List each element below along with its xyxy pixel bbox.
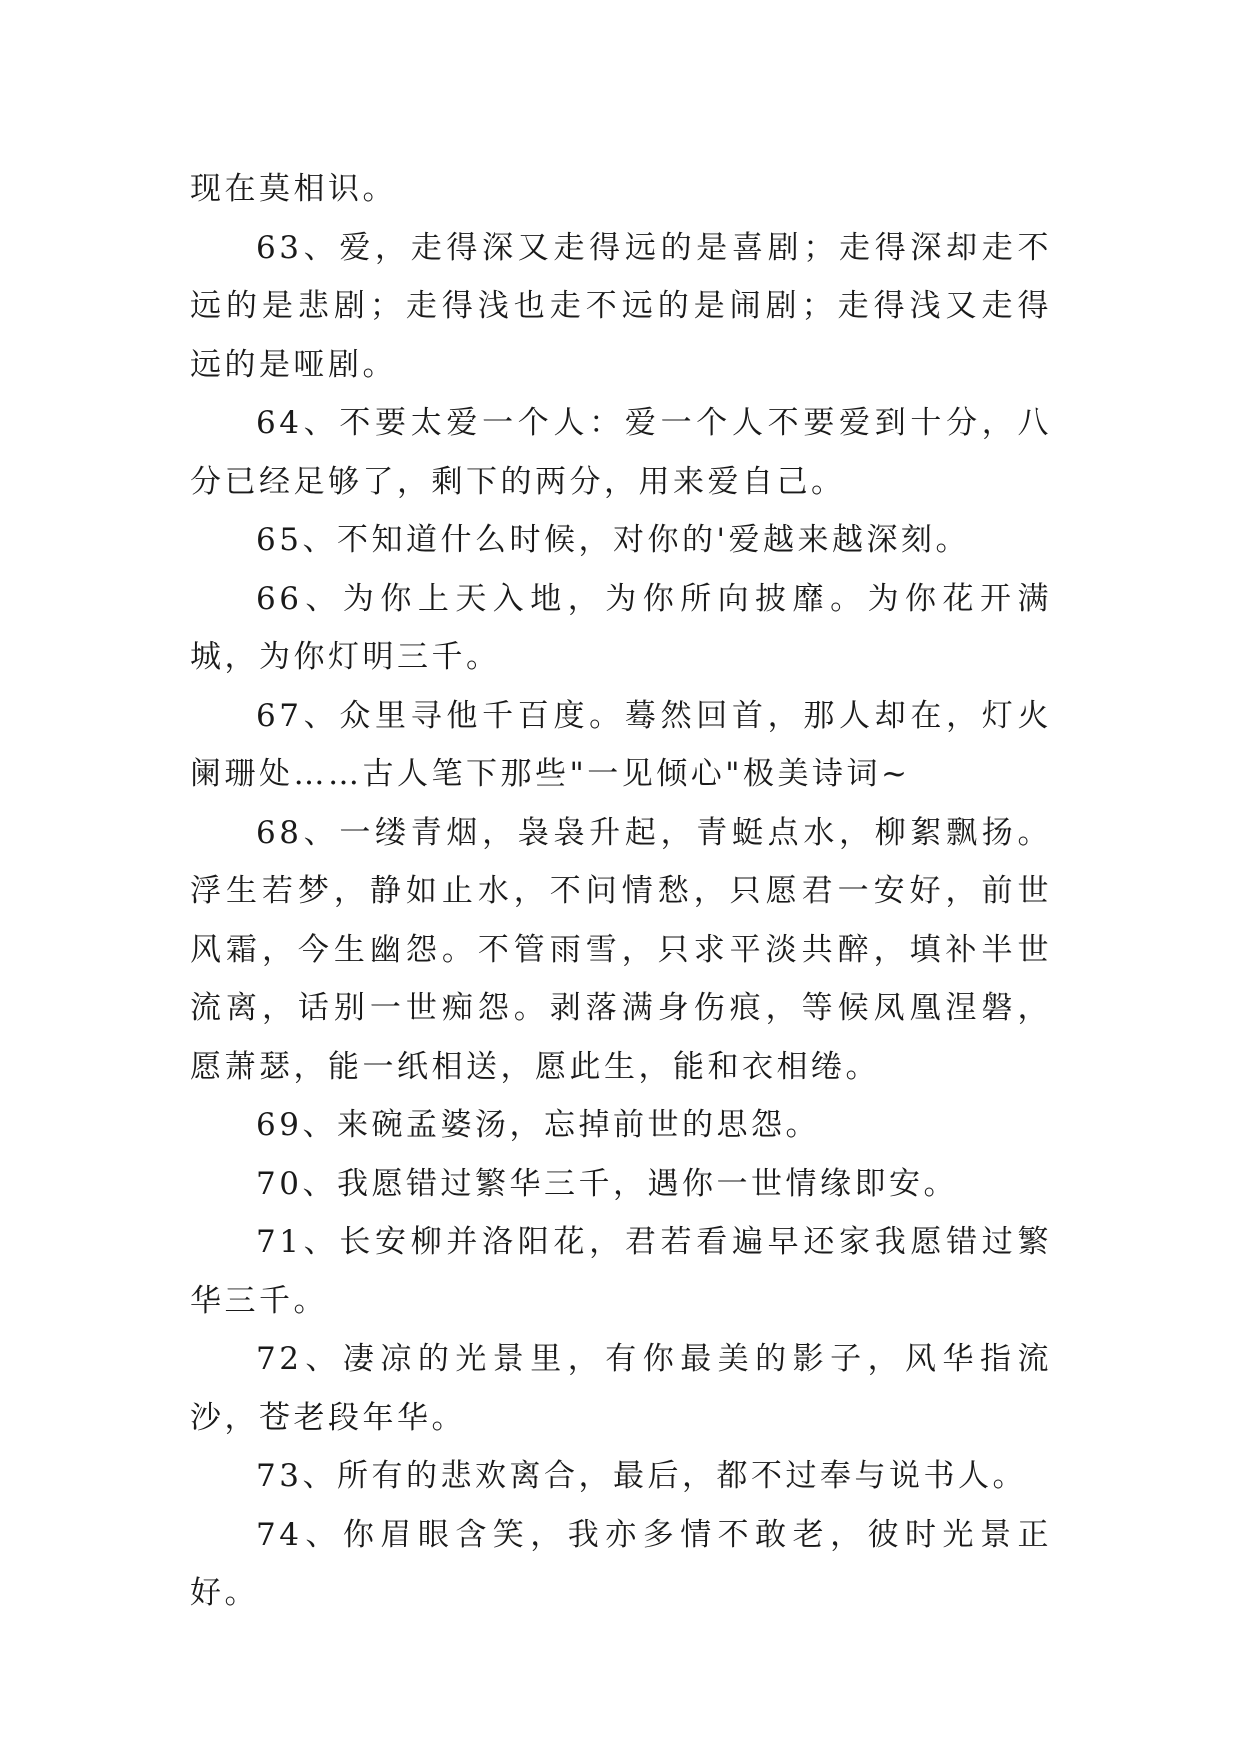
paragraph-64: 64、不要太爱一个人：爱一个人不要爱到十分，八分已经足够了，剩下的两分，用来爱自己。 [190,405,1052,500]
paragraph-69: 69、来碗孟婆汤，忘掉前世的思怨。 [256,1107,820,1143]
paragraph-70: 70、我愿错过繁华三千，遇你一世情缘即安。 [256,1165,958,1202]
paragraph-continuation: 现在莫相识。 [190,171,397,207]
paragraph-66: 66、为你上天入地，为你所向披靡。为你花开满城，为你灯明三千。 [190,580,1052,675]
paragraph-73: 73、所有的悲欢离合，最后，都不过奉与说书人。 [256,1458,1027,1494]
paragraph-67: 67、众里寻他千百度。蓦然回首，那人却在，灯火阑珊处……古人笔下那些"一见倾心"极美诗词~ [190,697,1052,792]
paragraph-71: 71、长安柳并洛阳花，君若看遍早还家我愿错过繁华三千。 [190,1224,1052,1319]
paragraph-65: 65、不知道什么时候，对你的'爱越来越深刻。 [256,522,970,558]
paragraph-74: 74、你眉眼含笑，我亦多情不敢老，彼时光景正好。 [190,1516,1052,1611]
paragraph-68: 68、一缕青烟，袅袅升起，青蜓点水，柳絮飘扬。浮生若梦，静如止水，不问情愁，只愿君一安好，前世风霜，今生幽怨。不管雨雪，只求平淡共醉，填补半世流离，话别一世痴怨。剥落满身伤痕，等候凤凰涅磐，愿萧瑟，能一纸相送，愿此生，能和衣相绻。 [190,814,1052,1085]
paragraph-72: 72、凄凉的光景里，有你最美的影子，风华指流沙，苍老段年华。 [190,1341,1052,1436]
paragraph-63: 63、爱，走得深又走得远的是喜剧；走得深却走不远的是悲剧；走得浅也走不远的是闹剧；走得浅又走得远的是哑剧。 [190,229,1052,383]
document-body [190,160,1052,1623]
